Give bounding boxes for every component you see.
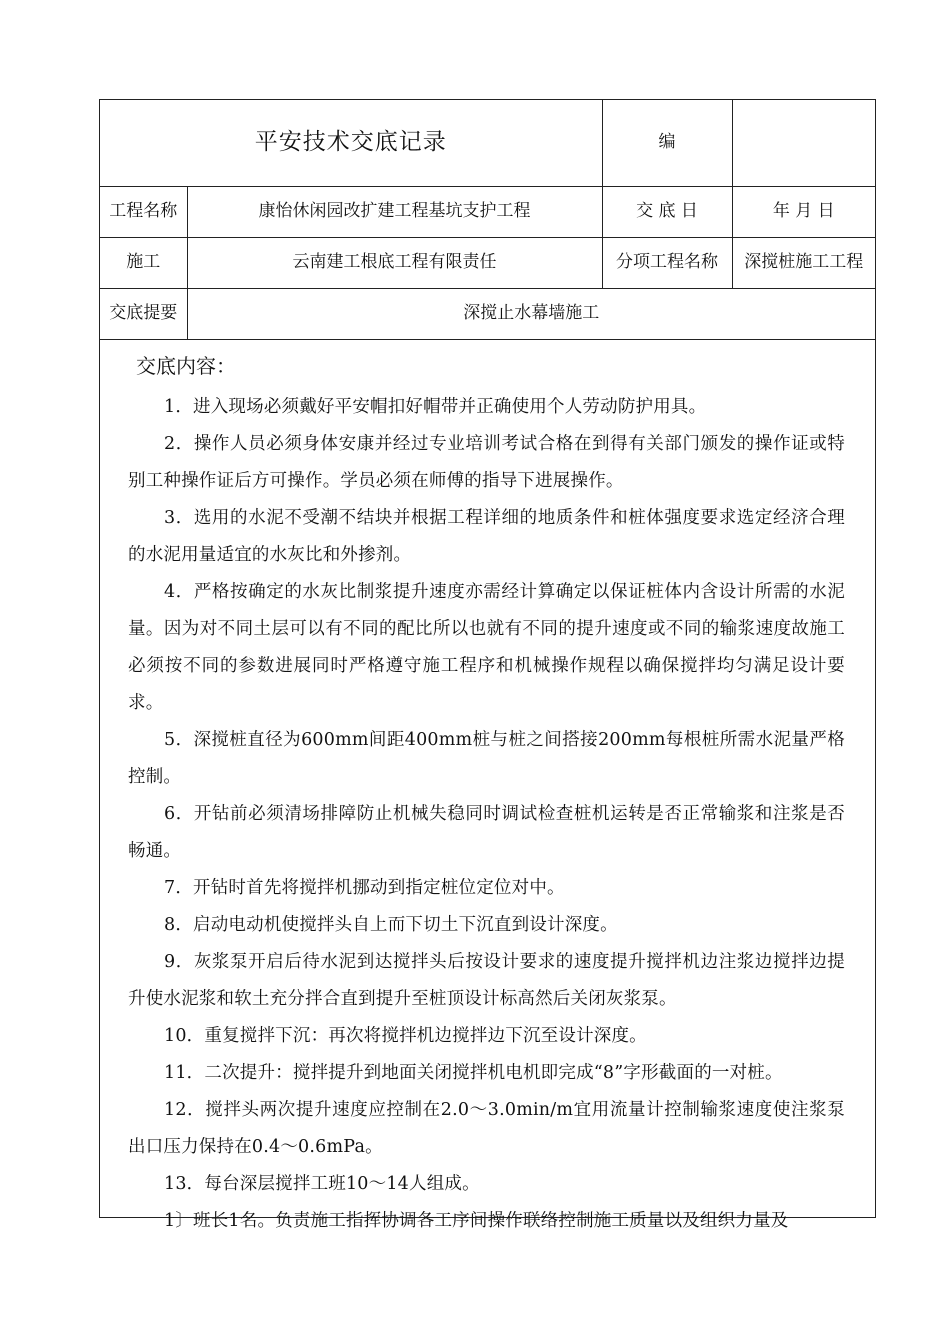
content-paragraph: 4．严格按确定的水灰比制浆提升速度亦需经计算确定以保证桩体内含设计所需的水泥量。因为对不同土层可以有不同的配比所以也就有不同的提升速度或不同的输浆速度故施工必须按不同的参数进展同时严格遵守施工程序和机械操作规程以确保搅拌均匀满足设计要求。 bbox=[128, 582, 845, 713]
content-paragraph: 1．进入现场必须戴好平安帽扣好帽带并正确使用个人劳动防护用具。 bbox=[164, 397, 707, 417]
sub-project-label: 分项工程名称 bbox=[602, 237, 732, 288]
date-value: 年 月 日 bbox=[732, 186, 875, 237]
content-paragraph: 1〕班长1名。负责施工指挥协调各工序间操作联络控制施工质量以及组织力量及 bbox=[164, 1211, 789, 1231]
content-paragraph: 12．搅拌头两次提升速度应控制在2.0～3.0min/m宜用流量计控制输浆速度使注浆泵出口压力保持在0.4～0.6mPa。 bbox=[128, 1100, 845, 1157]
construction-unit: 云南建工根底工程有限责任 bbox=[187, 237, 602, 288]
summary-value: 深搅止水幕墙施工 bbox=[187, 288, 875, 339]
summary-label: 交底提要 bbox=[100, 288, 187, 339]
content-section bbox=[100, 338, 875, 1240]
content-paragraph: 3．选用的水泥不受潮不结块并根据工程详细的地质条件和桩体强度要求选定经济合理的水泥用量适宜的水灰比和外掺剂。 bbox=[128, 508, 845, 565]
page-title: 平安技术交底记录 bbox=[100, 100, 602, 186]
header-table bbox=[100, 100, 875, 340]
content-paragraph: 10．重复搅拌下沉：再次将搅拌机边搅拌边下沉至设计深度。 bbox=[164, 1026, 647, 1046]
content-paragraph: 6．开钻前必须清场排障防止机械失稳同时调试检查桩机运转是否正常输浆和注浆是否畅通。 bbox=[128, 804, 845, 861]
sub-project-value: 深搅桩施工工程 bbox=[732, 237, 875, 288]
content-paragraph: 7．开钻时首先将搅拌机挪动到指定桩位定位对中。 bbox=[164, 878, 565, 898]
content-paragraph: 11．二次提升：搅拌提升到地面关闭搅拌机电机即完成“8”字形截面的一对桩。 bbox=[164, 1063, 783, 1083]
project-name-label: 工程名称 bbox=[100, 186, 187, 237]
content-paragraph: 8．启动电动机使搅拌头自上而下切土下沉直到设计深度。 bbox=[164, 915, 618, 935]
project-name: 康怡休闲园改扩建工程基坑支护工程 bbox=[187, 186, 602, 237]
bian-label: 编 bbox=[602, 100, 732, 186]
content-paragraph: 2．操作人员必须身体安康并经过专业培训考试合格在到得有关部门颁发的操作证或特别工种操作证后方可操作。学员必须在师傅的指导下进展操作。 bbox=[128, 434, 845, 491]
record-form bbox=[99, 99, 876, 1231]
content-paragraph: 5．深搅桩直径为600mm间距400mm桩与桩之间搭接200mm每根桩所需水泥量严格控制。 bbox=[128, 730, 845, 787]
date-label: 交 底 日 bbox=[602, 186, 732, 237]
bian-value bbox=[732, 100, 875, 186]
content-heading: 交底内容： bbox=[136, 354, 236, 378]
construction-label: 施工 bbox=[100, 237, 187, 288]
content-paragraph: 13．每台深层搅拌工班10～14人组成。 bbox=[164, 1174, 480, 1194]
content-paragraph: 9．灰浆泵开启后待水泥到达搅拌头后按设计要求的速度提升搅拌机边注浆边搅拌边提升使水泥浆和软土充分拌合直到提升至桩顶设计标高然后关闭灰浆泵。 bbox=[128, 952, 845, 1009]
